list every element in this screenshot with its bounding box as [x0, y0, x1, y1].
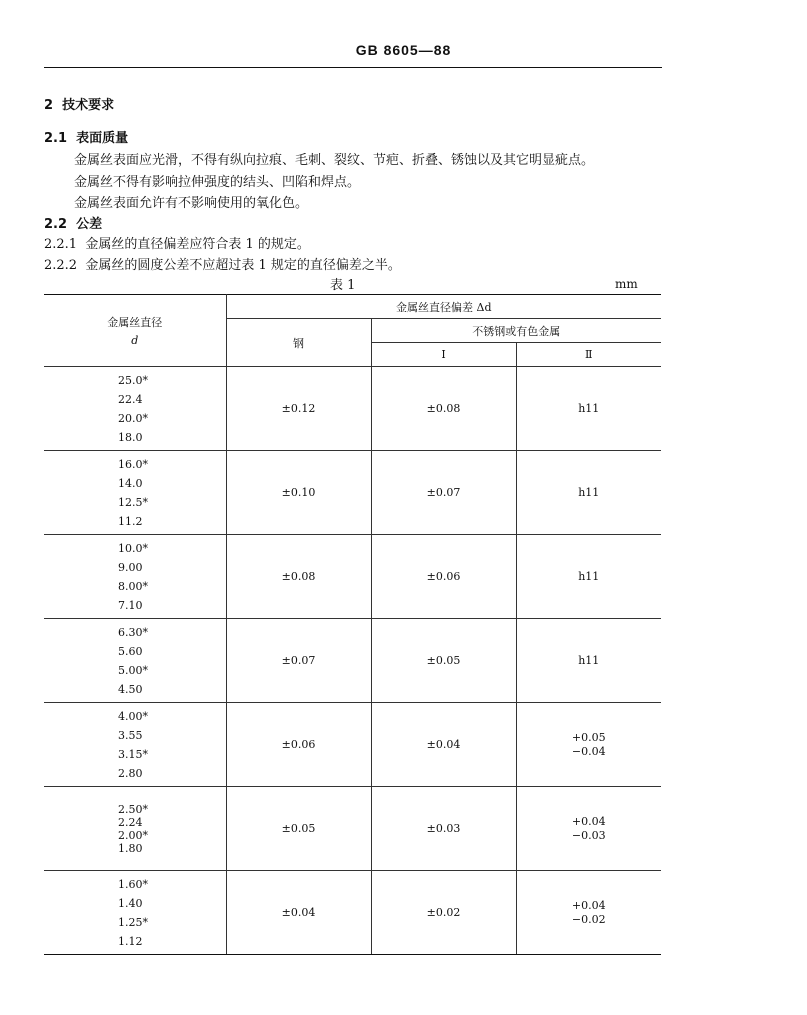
diameter-value: 14.0	[118, 476, 143, 490]
clause-number: 2.2.2	[44, 258, 78, 273]
class-2-upper: +0.05	[571, 730, 606, 744]
class-1-tolerance: ±0.08	[371, 367, 516, 451]
steel-tolerance: ±0.04	[226, 871, 371, 955]
diameter-cell	[44, 871, 226, 955]
class-1-tolerance: ±0.05	[371, 619, 516, 703]
header-diameter	[44, 295, 226, 367]
diameter-cell	[44, 703, 226, 787]
class-2-tolerance	[516, 871, 661, 955]
diameter-value: 25.0*	[118, 373, 148, 387]
section-title: 技术要求	[62, 98, 115, 113]
diameter-value: 5.60	[118, 644, 143, 658]
diameter-value: 2.00*	[118, 828, 148, 842]
header-stainless: 不锈钢或有色金属	[371, 319, 661, 343]
diameter-value: 5.00*	[118, 663, 148, 677]
diameter-cell	[44, 451, 226, 535]
diameter-value: 4.00*	[118, 709, 148, 723]
header-steel: 钢	[226, 319, 371, 367]
header-rule	[44, 67, 662, 68]
section-2-1-heading	[44, 127, 128, 146]
clause-text: 金属丝的圆度公差不应超过表 1 规定的直径偏差之半。	[85, 258, 401, 273]
diameter-cell	[44, 619, 226, 703]
section-2-heading	[44, 94, 114, 113]
diameter-value: 6.30*	[118, 625, 148, 639]
header-deviation: 金属丝直径偏差 Δd	[226, 295, 661, 319]
table-row	[44, 787, 661, 871]
table-row	[44, 535, 661, 619]
class-1-tolerance: ±0.03	[371, 787, 516, 871]
diameter-value: 20.0*	[118, 411, 148, 425]
clause-2-2-1	[44, 233, 310, 252]
diameter-value: 4.50	[118, 682, 143, 696]
clause-number: 2.2.1	[44, 237, 78, 252]
paragraph-surface-3: 金属丝表面允许有不影响使用的氧化色。	[74, 196, 309, 211]
table-row	[44, 451, 661, 535]
diameter-value: 3.15*	[118, 747, 148, 761]
diameter-tolerance-table	[44, 294, 661, 955]
steel-tolerance: ±0.07	[226, 619, 371, 703]
subsection-title: 表面质量	[76, 131, 129, 146]
diameter-value: 9.00	[118, 560, 143, 574]
class-1-tolerance: ±0.04	[371, 703, 516, 787]
table-caption: 表 1	[330, 278, 356, 293]
class-2-tolerance	[516, 367, 661, 451]
class-2-upper: +0.04	[571, 898, 606, 912]
diameter-value: 18.0	[118, 430, 143, 444]
diameter-value: 22.4	[118, 392, 143, 406]
diameter-value: 1.80	[118, 841, 143, 855]
table-row	[44, 871, 661, 955]
class-2-upper: +0.04	[571, 814, 606, 828]
paragraph-surface-2: 金属丝不得有影响拉伸强度的结头、凹陷和焊点。	[74, 175, 361, 190]
section-number: 2	[44, 98, 54, 113]
subsection-title: 公差	[76, 217, 103, 232]
class-2-tolerance	[516, 703, 661, 787]
class-1-tolerance: ±0.07	[371, 451, 516, 535]
diameter-cell	[44, 787, 226, 871]
steel-tolerance: ±0.12	[226, 367, 371, 451]
class-2-tolerance	[516, 619, 661, 703]
diameter-value: 1.60*	[118, 877, 148, 891]
paragraph-surface-1: 金属丝表面应光滑，不得有纵向拉痕、毛刺、裂纹、节疤、折叠、锈蚀以及其它明显疵点。	[74, 153, 595, 168]
header-class-2: Ⅱ	[516, 343, 661, 367]
subsection-number: 2.1	[44, 131, 68, 146]
table-row	[44, 703, 661, 787]
diameter-value: 1.12	[118, 934, 143, 948]
class-1-tolerance: ±0.02	[371, 871, 516, 955]
diameter-cell	[44, 535, 226, 619]
diameter-value: 16.0*	[118, 457, 148, 471]
class-2-lower: −0.04	[571, 744, 606, 758]
diameter-value: 2.24	[118, 815, 143, 829]
clause-text: 金属丝的直径偏差应符合表 1 的规定。	[85, 237, 310, 252]
steel-tolerance: ±0.05	[226, 787, 371, 871]
diameter-value: 11.2	[118, 514, 143, 528]
steel-tolerance: ±0.10	[226, 451, 371, 535]
diameter-value: 3.55	[118, 728, 143, 742]
diameter-value: 10.0*	[118, 541, 148, 555]
class-2-lower: −0.02	[571, 912, 606, 926]
diameter-value: 1.40	[118, 896, 143, 910]
header-diameter-symbol: d	[131, 334, 139, 347]
steel-tolerance: ±0.08	[226, 535, 371, 619]
diameter-value: 2.80	[118, 766, 143, 780]
class-2-value: h11	[578, 401, 600, 415]
diameter-cell	[44, 367, 226, 451]
class-2-value: h11	[578, 569, 600, 583]
class-2-value: h11	[578, 653, 600, 667]
subsection-number: 2.2	[44, 217, 68, 232]
diameter-value: 1.25*	[118, 915, 148, 929]
diameter-value: 2.50*	[118, 802, 148, 816]
class-2-tolerance	[516, 451, 661, 535]
class-2-tolerance	[516, 535, 661, 619]
header-diameter-label: 金属丝直径	[107, 316, 163, 329]
class-2-value: h11	[578, 485, 600, 499]
class-2-lower: −0.03	[571, 828, 606, 842]
clause-2-2-2	[44, 254, 401, 273]
diameter-value: 7.10	[118, 598, 143, 612]
table-unit: mm	[615, 277, 638, 291]
class-1-tolerance: ±0.06	[371, 535, 516, 619]
table-row	[44, 367, 661, 451]
table-row	[44, 619, 661, 703]
section-2-2-heading	[44, 213, 102, 232]
diameter-value: 12.5*	[118, 495, 148, 509]
diameter-value: 8.00*	[118, 579, 148, 593]
steel-tolerance: ±0.06	[226, 703, 371, 787]
standard-header: GB 8605—88	[355, 42, 452, 58]
class-2-tolerance	[516, 787, 661, 871]
header-class-1: Ⅰ	[371, 343, 516, 367]
